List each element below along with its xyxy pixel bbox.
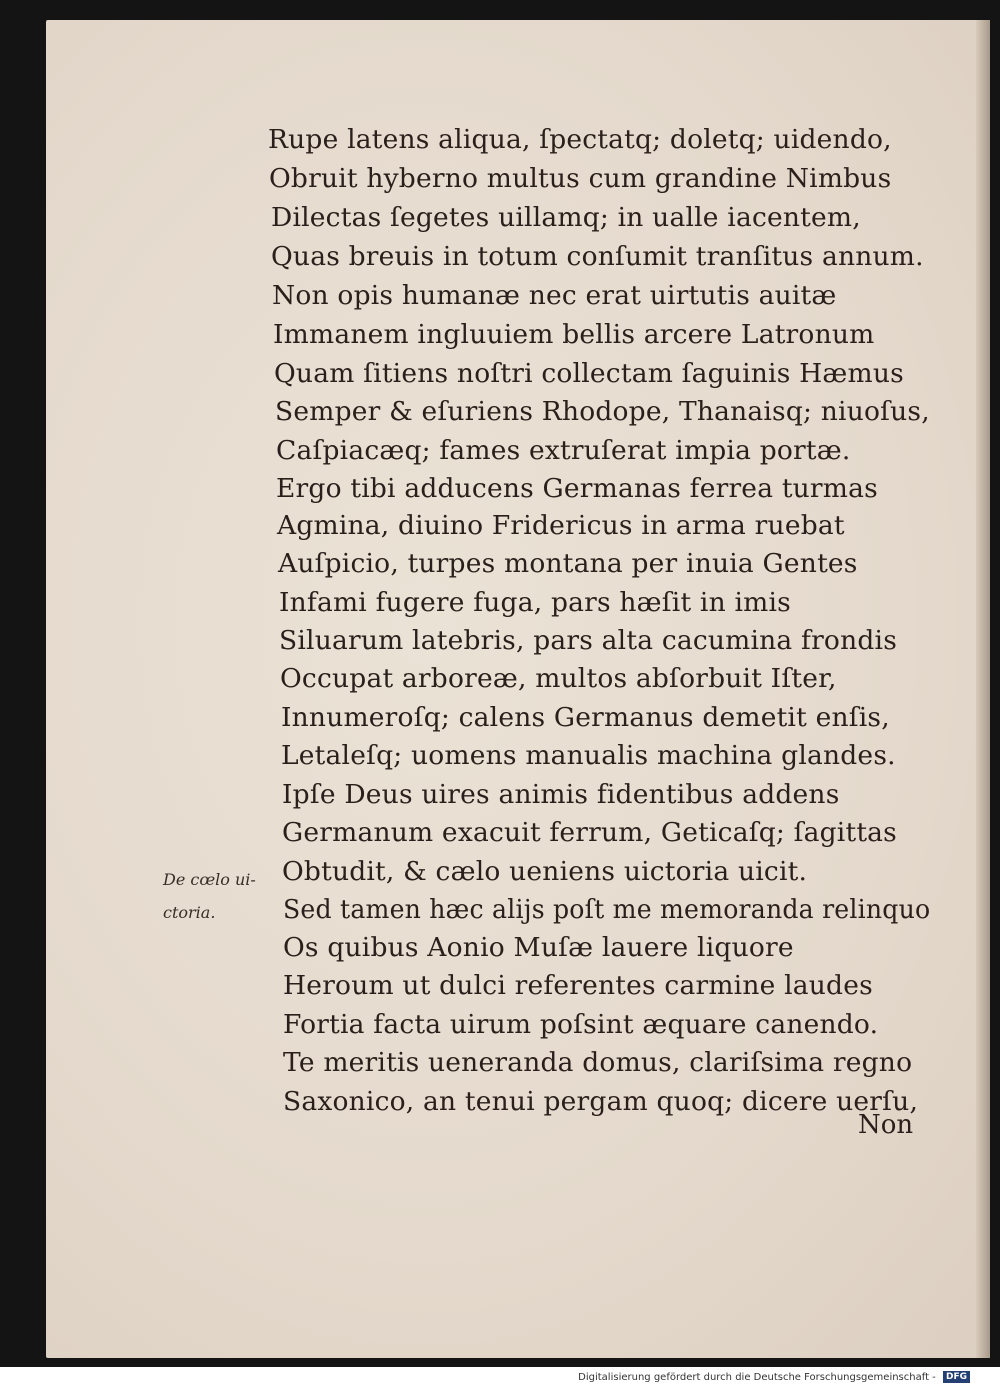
verse-line: Heroum ut dulci referentes carmine laudes — [283, 970, 873, 1001]
verse-line: Siluarum latebris, pars alta cacumina frondis — [279, 625, 897, 656]
verse-line: Ipſe Deus uires animis fidentibus addens — [282, 779, 840, 810]
verse-line: Saxonico, an tenui pergam quoq; dicere uerſu, — [283, 1086, 919, 1117]
verse-line: Occupat arboreæ, multos abſorbuit Iſter, — [280, 663, 837, 694]
verse-line: Infami fugere fuga, pars hæſit in imis — [279, 587, 791, 618]
marginal-note-line: De cœlo ui- — [163, 870, 256, 889]
verse-line: Dilectas ſegetes uillamq; in ualle iacentem, — [271, 202, 861, 233]
verse-line: Agmina, diuino Fridericus in arma ruebat — [277, 510, 845, 541]
verse-line: Letaleſq; uomens manualis machina glandes. — [281, 740, 896, 771]
verse-line: Rupe latens aliqua, ſpectatq; doletq; uidendo, — [268, 124, 892, 155]
verse-line: Te meritis ueneranda domus, clariſsima regno — [283, 1047, 913, 1078]
verse-line: Non opis humanæ nec erat uirtutis auitæ — [272, 280, 837, 311]
catchword: Non — [858, 1110, 914, 1140]
dfg-logo: DFG — [943, 1371, 970, 1383]
verse-line: Germanum exacuit ferrum, Geticaſq; ſagittas — [282, 817, 897, 848]
verse-line: Immanem ingluuiem bellis arcere Latronum — [273, 319, 875, 350]
verse-line: Quam ſitiens noſtri collectam ſaguinis Hæmus — [274, 358, 904, 389]
verse-line: Fortia facta uirum poſsint æquare canendo. — [283, 1009, 879, 1040]
verse-line: Ergo tibi adducens Germanas ferrea turmas — [276, 473, 878, 504]
verse-line: Quas breuis in totum conſumit tranſitus annum. — [271, 241, 924, 272]
verse-line: Os quibus Aonio Muſæ lauere liquore — [283, 932, 794, 963]
digitization-credit — [578, 1371, 970, 1383]
verse-line: Obtudit, & cælo ueniens uictoria uicit. — [282, 856, 808, 887]
verse-line: Semper & eſuriens Rhodope, Thanaisq; niuoſus, — [275, 396, 930, 427]
marginal-note-line: ctoria. — [163, 903, 216, 922]
verse-line: Sed tamen hæc alijs poſt me memoranda relinquo — [283, 894, 931, 925]
verse-line: Caſpiacæq; fames extruſerat impia portæ. — [276, 435, 851, 466]
verse-line: Innumeroſq; calens Germanus demetit enſis, — [281, 702, 890, 733]
verse-line: Auſpicio, turpes montana per inuia Gentes — [278, 548, 858, 579]
credit-text: Digitalisierung gefördert durch die Deutsche Forschungsgemeinschaft - — [578, 1372, 936, 1383]
verse-line: Obruit hyberno multus cum grandine Nimbus — [269, 163, 892, 194]
